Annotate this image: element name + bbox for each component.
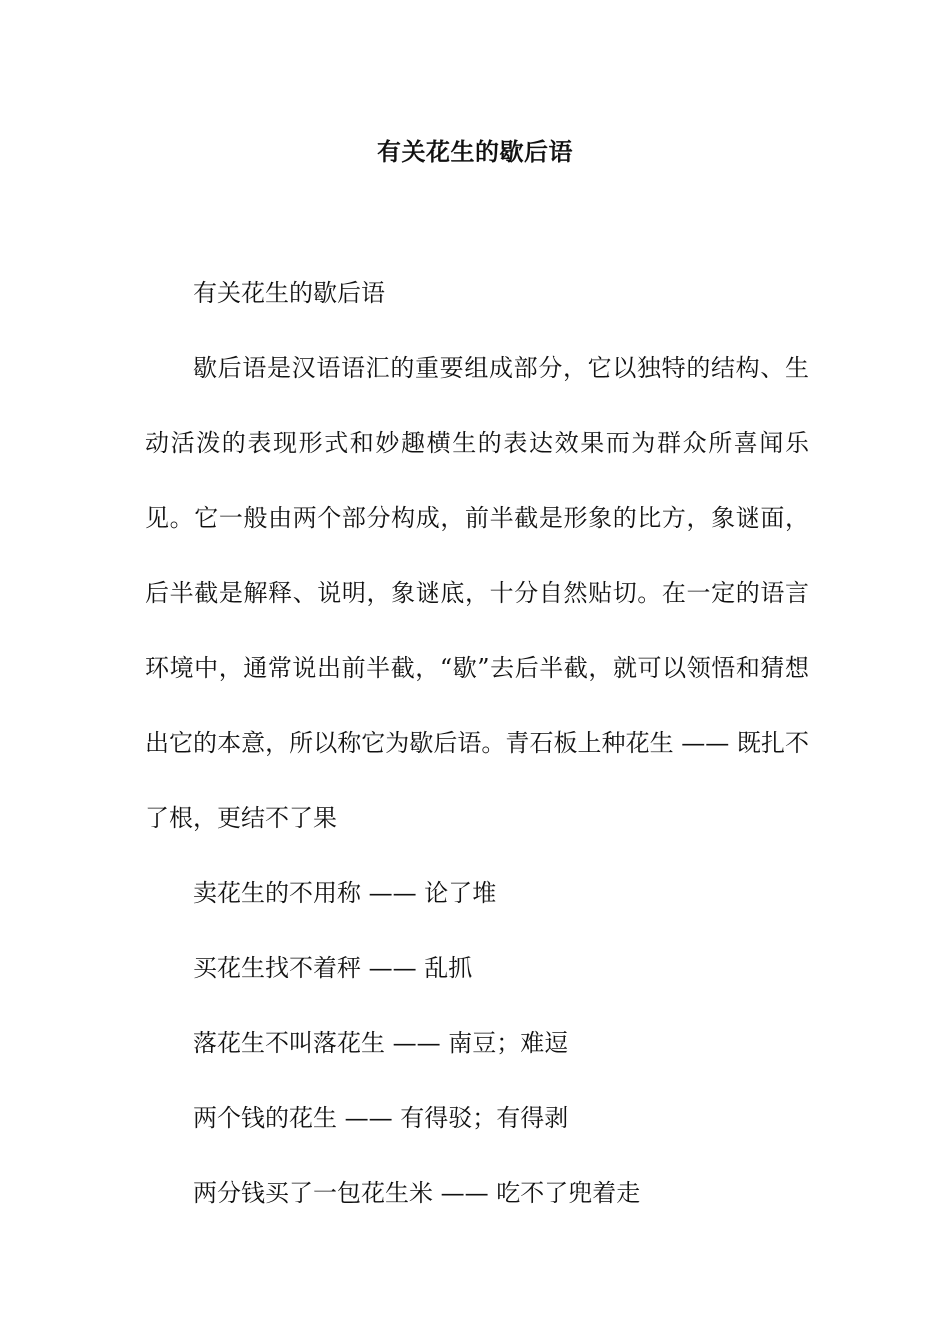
- paragraph-saying: 两分钱买了一包花生米 —— 吃不了兜着走: [193, 1179, 641, 1207]
- document-body: [145, 256, 809, 1231]
- paragraph-subtitle: 有关花生的歇后语: [193, 279, 385, 307]
- paragraph-saying: 落花生不叫落花生 —— 南豆；难逗: [193, 1029, 569, 1057]
- paragraph-intro: 歇后语是汉语语汇的重要组成部分，它以独特的结构、生动活泼的表现形式和妙趣横生的表达效果而为群众所喜闻乐见。它一般由两个部分构成，前半截是形象的比方，象谜面，后半截是解释、说明，象谜底，十分自然贴切。在一定的语言环境中，通常说出前半截，“歇”去后半截，就可以领悟和猜想出它的本意，所以称它为歇后语。青石板上种花生 —— 既扎不了根，更结不了果: [145, 354, 809, 832]
- document-title: 有关花生的歇后语: [377, 137, 573, 166]
- paragraph-saying: 买花生找不着秤 —— 乱抓: [193, 954, 473, 982]
- paragraph-saying: 两个钱的花生 —— 有得驳；有得剥: [193, 1104, 569, 1132]
- paragraph-saying: 卖花生的不用称 —— 论了堆: [193, 879, 497, 907]
